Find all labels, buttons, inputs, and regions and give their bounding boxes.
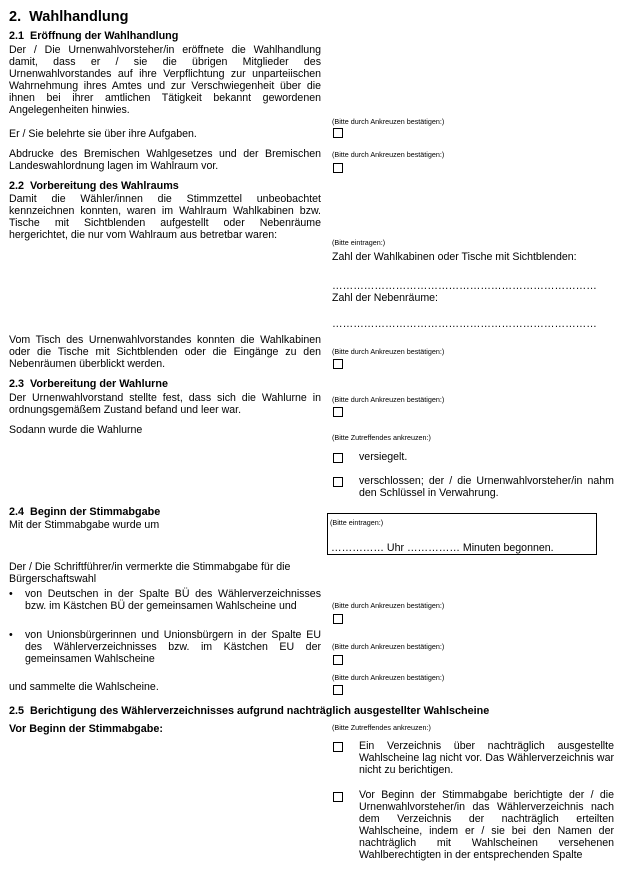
section-number: 2. [9, 9, 22, 25]
checkbox-ueberblick[interactable] [333, 359, 343, 369]
checkbox-kein-verzeichnis[interactable] [333, 742, 343, 752]
hint-choose: (Bitte Zutreffendes ankreuzen:) [332, 433, 431, 442]
input-wahlkabinen[interactable]: ………………………………………………………………… [332, 280, 597, 292]
s22-paragraph-1: Damit die Wähler/innen die Stimmzettel unbeobachtet kennzeichnen konnten, waren im Wahlraum Wahlkabinen bzw. Tische mit Sichtblenden aufgestellt oder Nebenräume hergerichtet, die nur vom Wahlraum aus betretbar waren: [9, 193, 321, 241]
hint-enter: (Bitte eintragen:) [330, 518, 384, 527]
heading-2-5-title: Berichtigung des Wählerverzeichnisses aufgrund nachträglich ausgestellter Wahlscheine [30, 705, 490, 717]
section-title: Wahlhandlung [29, 9, 129, 25]
checkbox-eu[interactable] [333, 655, 343, 665]
heading-2-1-number: 2.1 [9, 30, 25, 42]
checkbox-bue[interactable] [333, 614, 343, 624]
heading-2-2 [9, 180, 179, 192]
s21-paragraph-1: Der / Die Urnenwahlvorsteher/in eröffnete die Wahlhandlung damit, dass er / sie die übrigen Mitglieder des Urnenwahlvorstandes auf ihre Verpflichtung zur unparteiischen Wahrnehmung ihres Amtes und zur Verschwiegenheit über die ihnen bei ihrer amtlichen Tätigkeit bekannt gewordenen Angelegenheiten hinwies. [9, 44, 321, 116]
checkbox-wahlurne-leer[interactable] [333, 407, 343, 417]
heading-2-4-number: 2.4 [9, 506, 25, 518]
hint-confirm: (Bitte durch Ankreuzen bestätigen:) [332, 150, 445, 159]
heading-2-5 [9, 705, 489, 717]
section-heading [9, 9, 129, 25]
s23-paragraph-1: Der Urnenwahlvorstand stellte fest, dass sich die Wahlurne in ordnungsgemäßem Zustand befand und leer war. [9, 392, 321, 416]
hint-confirm: (Bitte durch Ankreuzen bestätigen:) [332, 642, 445, 651]
checkbox-belehrung[interactable] [333, 128, 343, 138]
bullet: • [9, 629, 13, 641]
list-item-deutsche [9, 588, 321, 628]
list-item-unionsbuerger-text: von Unionsbürgerinnen und Unionsbürgern in der Spalte EU des Wählerverzeichnisses bzw. im Kästchen EU der gemeinsamen Wahlscheine [25, 629, 321, 665]
heading-2-5-number: 2.5 [9, 705, 25, 717]
option-berichtigt: Vor Beginn der Stimmabgabe berichtigte der / die Urnenwahlvorsteher/in das Wählerverzeichnis nach dem Verzeichnis der nachträglich erteilten Wahlscheine, indem er / sie bei den Namen der nachträglich mit Wahlscheinen versehenen Wahlberechtigten in der entsprechenden Spalte [359, 789, 614, 861]
list-item-unionsbuerger [9, 629, 321, 669]
hint-confirm: (Bitte durch Ankreuzen bestätigen:) [332, 347, 445, 356]
s25-subheading: Vor Beginn der Stimmabgabe: [9, 723, 163, 735]
label-minuten-begonnen: Minuten begonnen. [462, 542, 554, 554]
list-item-deutsche-text: von Deutschen in der Spalte BÜ des Wählerverzeichnisses bzw. im Kästchen BÜ der gemeinsamen Wahlscheine und [25, 588, 321, 612]
checkbox-verschlossen[interactable] [333, 477, 343, 487]
input-minuten[interactable]: …………… [406, 542, 460, 554]
s24-paragraph-3: und sammelte die Wahlscheine. [9, 681, 159, 693]
input-nebenraeume[interactable]: ………………………………………………………………… [332, 318, 597, 330]
label-nebenraeume: Zahl der Nebenräume: [332, 292, 438, 304]
heading-2-1 [9, 30, 178, 42]
s22-paragraph-2: Vom Tisch des Urnenwahlvorstandes konnten die Wahlkabinen oder die Tische mit Sichtblenden oder die Eingänge zu den Nebenräumen überblickt werden. [9, 334, 321, 370]
checkbox-berichtigt[interactable] [333, 792, 343, 802]
s24-paragraph-2: Der / Die Schriftführer/in vermerkte die Stimmabgabe für die Bürgerschaftswahl [9, 561, 291, 585]
heading-2-2-title: Vorbereitung des Wahlraums [30, 180, 179, 192]
s21-paragraph-2: Er / Sie belehrte sie über ihre Aufgaben. [9, 128, 197, 140]
hint-confirm: (Bitte durch Ankreuzen bestätigen:) [332, 601, 445, 610]
hint-confirm: (Bitte durch Ankreuzen bestätigen:) [332, 673, 445, 682]
hint-confirm: (Bitte durch Ankreuzen bestätigen:) [332, 395, 445, 404]
option-kein-verzeichnis: Ein Verzeichnis über nachträglich ausgestellte Wahlscheine lag nicht vor. Das Wählerverzeichnis war nicht zu berichtigen. [359, 740, 614, 776]
time-entry-box [327, 513, 597, 555]
heading-2-3 [9, 378, 168, 390]
checkbox-wahlscheine[interactable] [333, 685, 343, 695]
checkbox-abdrucke[interactable] [333, 163, 343, 173]
option-verschlossen: verschlossen; der / die Urnenwahlvorsteher/in nahm den Schlüssel in Verwahrung. [359, 475, 614, 499]
heading-2-4 [9, 506, 160, 518]
hint-confirm: (Bitte durch Ankreuzen bestätigen:) [332, 117, 445, 126]
s23-paragraph-2: Sodann wurde die Wahlurne [9, 424, 143, 436]
input-stunde[interactable]: …………… [331, 542, 384, 554]
time-entry-line [331, 542, 554, 554]
heading-2-4-title: Beginn der Stimmabgabe [30, 506, 161, 518]
hint-choose: (Bitte Zutreffendes ankreuzen:) [332, 723, 431, 732]
s21-paragraph-3: Abdrucke des Bremischen Wahlgesetzes und der Bremischen Landeswahlordnung lagen im Wahlraum vor. [9, 148, 321, 172]
heading-2-3-number: 2.3 [9, 378, 25, 390]
heading-2-3-title: Vorbereitung der Wahlurne [30, 378, 168, 390]
s24-paragraph-1: Mit der Stimmabgabe wurde um [9, 519, 160, 531]
label-wahlkabinen: Zahl der Wahlkabinen oder Tische mit Sichtblenden: [332, 251, 577, 263]
heading-2-1-title: Eröffnung der Wahlhandlung [30, 30, 179, 42]
option-versiegelt: versiegelt. [359, 451, 408, 463]
bullet: • [9, 588, 13, 600]
hint-enter: (Bitte eintragen:) [332, 238, 386, 247]
heading-2-2-number: 2.2 [9, 180, 25, 192]
checkbox-versiegelt[interactable] [333, 453, 343, 463]
label-uhr: Uhr [386, 542, 404, 554]
